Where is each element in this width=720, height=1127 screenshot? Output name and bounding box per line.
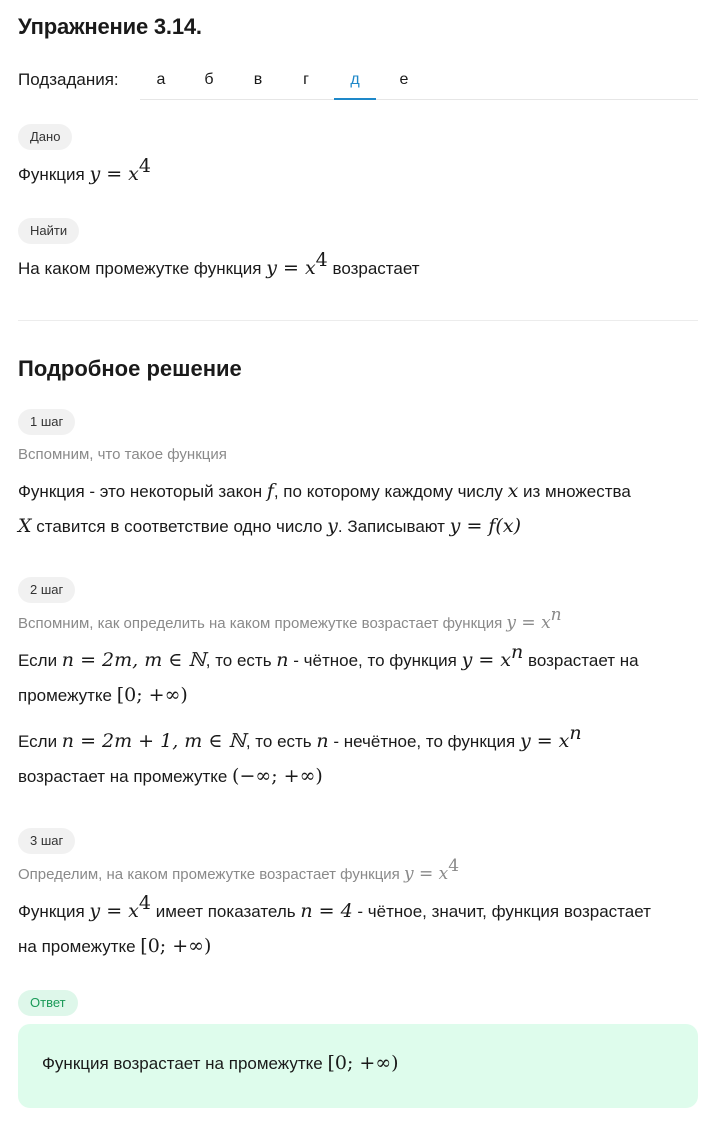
step3-feq: =: [100, 900, 129, 922]
step2-p2-line2: [18, 765, 323, 787]
step1-hint: Вспомним, что такое функция: [18, 446, 227, 463]
tab-g[interactable]: г: [303, 71, 309, 88]
tab-a[interactable]: а: [156, 71, 166, 88]
step2-p1-feq: =: [472, 649, 501, 671]
step1-formula: y = f(x): [449, 515, 521, 537]
step2-p1-d: возрастает на: [523, 651, 639, 670]
step1-badge: 1 шаг: [18, 409, 75, 435]
step1-text-e: . Записывают: [337, 517, 450, 536]
answer-text: [42, 1052, 399, 1074]
step1-text-c: из множества: [518, 482, 631, 501]
step1-var-x: x: [507, 480, 519, 502]
given-badge: Дано: [18, 124, 72, 150]
step2-p2-n: n: [316, 730, 329, 752]
subtask-tabs: [140, 64, 698, 100]
step3-hint-y: y: [403, 864, 414, 884]
tab-v[interactable]: в: [253, 71, 263, 88]
step3-text-a: Функция: [18, 902, 90, 921]
step3-interval: [0; +∞): [140, 935, 212, 957]
find-text-before: На каком промежутке функция: [18, 259, 267, 278]
step2-p2-line1: [18, 722, 582, 752]
step2-p2-line2-text: возрастает на промежутке: [18, 767, 233, 786]
step2-p2-b: , то есть: [245, 732, 317, 751]
step3-fx: x: [128, 900, 139, 922]
step2-p1-n: n: [276, 649, 289, 671]
find-formula-exp: 4: [315, 249, 328, 271]
step2-p2-feq: =: [530, 730, 559, 752]
step2-p1-line1: [18, 641, 639, 671]
step3-text-b: имеет показатель: [150, 902, 301, 921]
step1-text-d: ставится в соответствие одно число: [31, 517, 328, 536]
step2-p2-fy: y: [519, 730, 531, 752]
step1-text-b: , по которому каждому числу: [273, 482, 508, 501]
subtasks-label: Подзадания:: [18, 70, 119, 89]
step3-badge: 3 шаг: [18, 828, 75, 854]
step2-hint-eq: =: [516, 613, 542, 633]
find-text: [18, 249, 420, 279]
step2-p1-interval: [0; +∞): [116, 684, 188, 706]
given-formula-y: y: [89, 163, 101, 185]
find-formula-y: y: [266, 257, 277, 279]
given-formula-x: x: [128, 163, 139, 185]
step1-text-a: Функция - это некоторый закон: [18, 482, 267, 501]
step1-var-f: f: [266, 480, 274, 502]
step2-hint-exp: n: [550, 605, 562, 625]
step3-hint-exp: 4: [448, 856, 460, 876]
tab-b[interactable]: б: [204, 71, 214, 88]
tab-e[interactable]: е: [399, 71, 409, 88]
step2-p2-a: Если: [18, 732, 62, 751]
step3-n-value: n = 4: [300, 900, 353, 922]
tab-d[interactable]: д: [334, 64, 376, 100]
step2-hint: [18, 605, 562, 633]
answer-badge: Ответ: [18, 990, 78, 1016]
find-formula-eq: =: [276, 257, 305, 279]
step3-line1: [18, 892, 651, 922]
step2-p2-formula: n = 2m + 1, m ∈ ℕ: [61, 730, 246, 752]
answer-label: Функция возрастает на промежутке: [42, 1054, 328, 1073]
step1-line1: [18, 480, 631, 502]
find-formula-x: x: [304, 257, 316, 279]
step2-p1-line2-text: промежутке: [18, 686, 117, 705]
solution-heading: Подробное решение: [18, 356, 242, 381]
answer-box: [18, 1024, 698, 1108]
step3-hint: [18, 856, 460, 884]
step2-hint-y: y: [506, 613, 516, 633]
step2-p2-fexp: n: [569, 722, 582, 744]
step1-set-X: X: [18, 515, 32, 537]
given-formula-exp: 4: [138, 155, 151, 177]
find-badge: Найти: [18, 218, 79, 244]
step2-p1-c: - чётное, то функция: [288, 651, 462, 670]
step3-hint-text: Определим, на каком промежутке возрастает функция: [18, 866, 404, 883]
step3-hint-eq: =: [413, 864, 439, 884]
step2-badge: 2 шаг: [18, 577, 75, 603]
step1-var-y: y: [327, 515, 338, 537]
given-formula-eq: =: [100, 163, 129, 185]
step2-hint-text: Вспомним, как определить на каком промежутке возрастает функция: [18, 615, 507, 632]
answer-interval: [0; +∞): [327, 1052, 399, 1074]
step3-line2: [18, 935, 211, 957]
given-label: Функция: [18, 165, 85, 184]
section-divider: [18, 320, 698, 321]
step3-hint-x: x: [438, 864, 449, 884]
step2-p2-interval: (−∞; +∞): [232, 765, 323, 787]
step2-p2-c: - нечётное, то функция: [328, 732, 520, 751]
step3-fexp: 4: [138, 892, 151, 914]
step2-p1-b: , то есть: [205, 651, 277, 670]
step2-p1-fy: y: [461, 649, 473, 671]
step1-line2: [18, 515, 521, 537]
page-title: Упражнение 3.14.: [18, 14, 202, 39]
step3-fy: y: [89, 900, 101, 922]
step2-p1-fexp: n: [511, 641, 524, 663]
given-text: [18, 155, 151, 185]
step3-text-c: - чётное, значит, функция возрастает: [352, 902, 651, 921]
step2-p1-formula: n = 2m, m ∈ ℕ: [61, 649, 206, 671]
step3-text-d: на промежутке: [18, 937, 141, 956]
step2-p1-fx: x: [500, 649, 512, 671]
step2-hint-x: x: [541, 613, 551, 633]
step2-p2-fx: x: [558, 730, 570, 752]
step2-p1-line2: [18, 684, 188, 706]
find-text-after: возрастает: [327, 259, 420, 278]
step2-p1-a: Если: [18, 651, 62, 670]
